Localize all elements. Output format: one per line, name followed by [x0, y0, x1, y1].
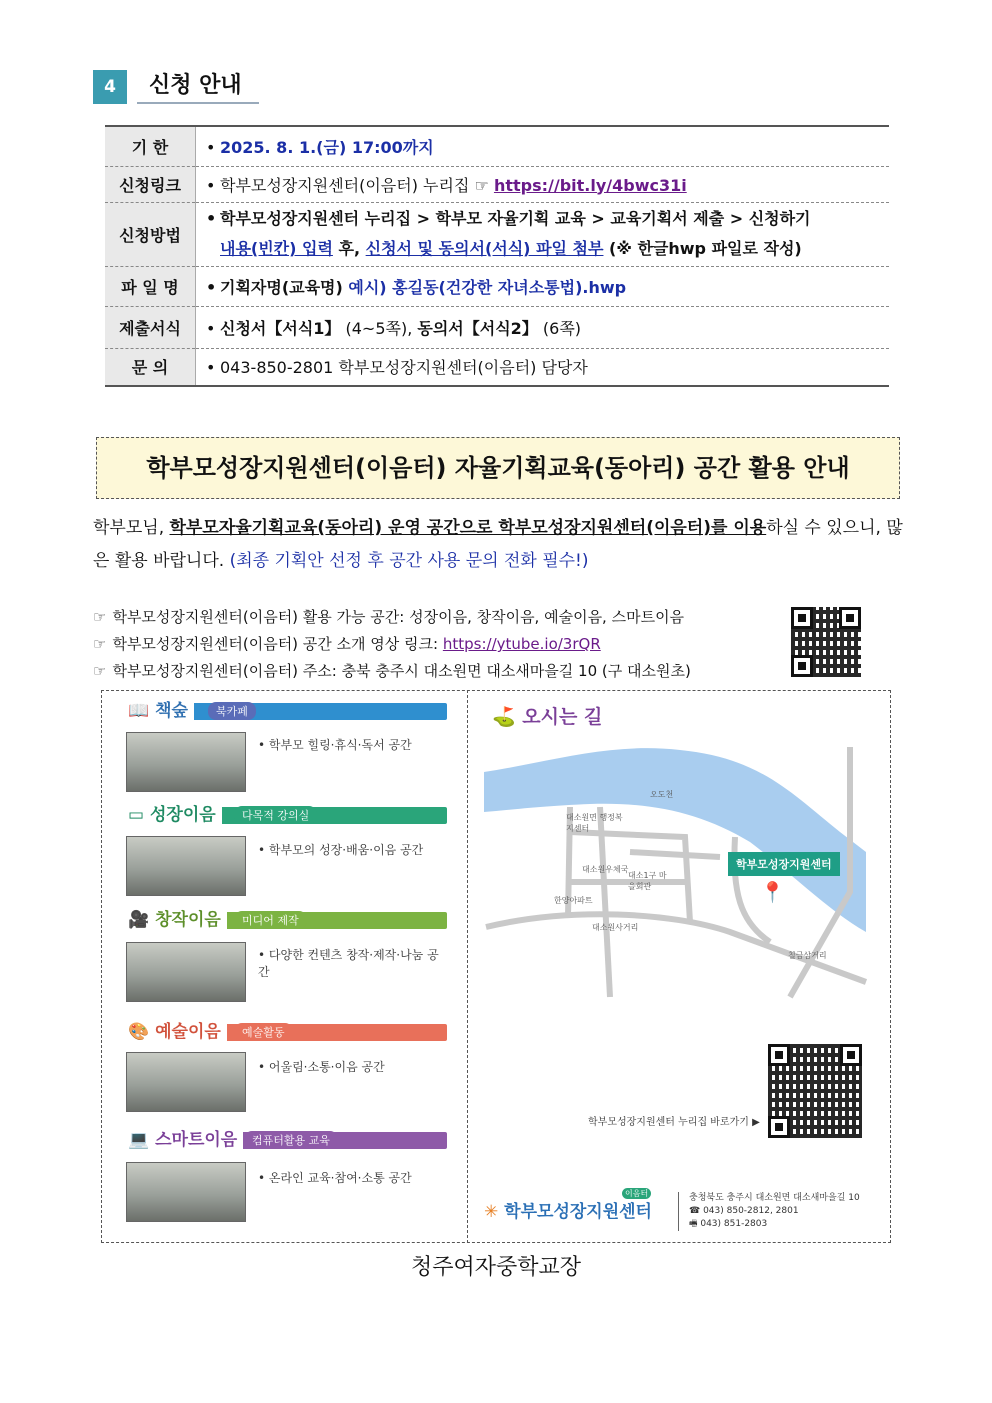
- list-item: ☞ 학부모성장지원센터(이음터) 공간 소개 영상 링크: https://ytube.io/3rQR: [93, 635, 601, 653]
- guide-paragraph: [93, 512, 903, 578]
- space-tag: 미디어 제작: [234, 911, 307, 929]
- pointing-hand-icon: ☞: [93, 635, 107, 653]
- deadline-text: 2025. 8. 1.(금) 17:00까지: [220, 137, 434, 157]
- logo-badge: 이음터: [622, 1188, 651, 1199]
- space-list: [120, 696, 450, 1236]
- address-text: 충청북도 충주시 대소원면 대소새마을길 10: [689, 1193, 860, 1203]
- map-label: 대소원사거리: [592, 923, 639, 932]
- center-logo: ✳ 학부모성장지원센터: [484, 1202, 652, 1222]
- camera-icon: 🎥: [128, 910, 150, 930]
- row-value: • 학부모성장지원센터 누리집 > 학부모 자율기획 교육 > 교육기획서 제출 > 신청하기 내용(빈칸) 입력 후, 신청서 및 동의서(서식) 파일 첨부 (※ 한글hwp 파일로 작성): [196, 202, 890, 266]
- row-label: 문 의: [105, 348, 196, 386]
- space-tag: 컴퓨터활용 교육: [244, 1131, 338, 1149]
- image-divider: [467, 690, 469, 1243]
- book-icon: 📖: [128, 701, 150, 721]
- pointing-hand-icon: ☞: [93, 608, 107, 626]
- method-line-1: 학부모성장지원센터 누리집 > 학부모 자율기획 교육 > 교육기획서 제출 > 신청하기: [220, 209, 811, 228]
- space-desc: • 온라인 교육·참여·소통 공간: [258, 1171, 412, 1185]
- table-row: [105, 306, 889, 348]
- space-desc: • 다양한 컨텐츠 창작·제작·나눔 공간: [258, 948, 439, 979]
- row-value: • 043-850-2801 학부모성장지원센터(이음터) 담당자: [196, 348, 890, 386]
- contact-block: [678, 1192, 860, 1231]
- row-value: • 학부모성장지원센터(이음터) 누리집 ☞ https://bit.ly/4bwc31i: [196, 166, 890, 202]
- space-desc: • 어울림·소통·이음 공간: [258, 1060, 385, 1074]
- row-value: • 기획자명(교육명) 예시) 홍길동(건강한 자녀소통법).hwp: [196, 266, 890, 306]
- location-pin-icon: 📍: [760, 880, 785, 904]
- map-label: 한양아파트: [554, 896, 593, 905]
- center-label: 학부모성장지원센터: [728, 852, 840, 876]
- space-guide-banner: 학부모성장지원센터(이음터) 자율기획교육(동아리) 공간 활용 안내: [96, 437, 900, 499]
- space-photo: [126, 836, 246, 896]
- whiteboard-icon: ▭: [128, 805, 145, 825]
- logo-mark-icon: ✳: [484, 1202, 499, 1222]
- filename-label: 기획자명(교육명): [220, 277, 349, 297]
- video-link[interactable]: https://ytube.io/3rQR: [442, 635, 601, 653]
- method-input: 내용(빈칸) 입력: [220, 239, 333, 258]
- laptop-icon: 💻: [128, 1130, 150, 1150]
- form-1: 신청서【서식1】: [220, 318, 341, 338]
- map-label: 칠금삼거리: [788, 951, 827, 960]
- space-photo: [126, 1162, 246, 1222]
- space-title: 📖 책숲: [128, 696, 194, 721]
- space-photo: [126, 732, 246, 792]
- row-label: 기 한: [105, 126, 196, 166]
- space-tag: 북카페: [208, 702, 256, 720]
- link-prefix: 학부모성장지원센터(이음터) 누리집 ☞: [220, 175, 494, 195]
- map-label: 대소원면 행정복지센터: [566, 813, 623, 833]
- qr-code: [791, 607, 861, 677]
- contact-text: 043-850-2801 학부모성장지원센터(이음터) 담당자: [220, 358, 588, 378]
- space-tag: 예술활동: [234, 1023, 293, 1041]
- paragraph-emphasis: 학부모자율기획교육(동아리) 운영 공간으로 학부모성장지원센터(이음터)를 이용: [169, 518, 767, 538]
- space-desc: • 학부모 힐링·휴식·독서 공간: [258, 738, 412, 752]
- signpost-icon: ⛳: [492, 706, 516, 728]
- space-title: 💻 스마트이음: [128, 1125, 243, 1150]
- form-2-pages: (6쪽): [537, 318, 582, 338]
- qr-caption: 학부모성장지원센터 누리집 바로가기 ▶: [588, 1117, 760, 1128]
- paragraph-note: (최종 기획안 선정 후 공간 사용 문의 전화 필수!): [229, 551, 589, 571]
- space-desc: • 학부모의 성장·배움·이음 공간: [258, 843, 424, 857]
- row-value: • 신청서【서식1】 (4~5쪽), 동의서【서식2】 (6쪽): [196, 306, 890, 348]
- space-photo: [126, 942, 246, 1002]
- method-text: 후,: [332, 239, 366, 258]
- method-attach: 신청서 및 동의서(서식) 파일 첨부: [365, 239, 604, 258]
- signature-line: 청주여자중학교장: [410, 1255, 582, 1280]
- list-item: ☞ 학부모성장지원센터(이음터) 주소: 충북 충주시 대소원면 대소새마을길 10 (구 대소원초): [93, 662, 691, 680]
- form-2: 동의서【서식2】: [417, 318, 538, 338]
- table-row: [105, 202, 889, 266]
- space-title: 🎥 창작이음: [128, 905, 227, 930]
- form-1-pages: (4~5쪽),: [340, 318, 418, 338]
- space-title: ▭ 성장이음: [128, 800, 222, 825]
- table-row: [105, 348, 889, 386]
- section-number: 4: [93, 70, 127, 104]
- method-note: (※ 한글hwp 파일로 작성): [603, 239, 802, 258]
- list-item: ☞ 학부모성장지원센터(이음터) 활용 가능 공간: 성장이음, 창작이음, 예술이음, 스마트이음: [93, 608, 685, 626]
- space-tag: 다목적 강의실: [234, 806, 317, 824]
- space-photo: [126, 1052, 246, 1112]
- map-label: 대소1구 마을회관: [628, 871, 667, 891]
- row-label: 신청방법: [105, 202, 196, 266]
- row-label: 파 일 명: [105, 266, 196, 306]
- paragraph-greeting: 학부모님,: [93, 518, 170, 538]
- application-link[interactable]: https://bit.ly/4bwc31i: [493, 175, 687, 195]
- table-row: [105, 166, 889, 202]
- map-label: 대소원우체국: [582, 865, 629, 874]
- application-info-table: [105, 125, 889, 387]
- filename-example: 예시) 홍길동(건강한 자녀소통법).hwp: [348, 277, 627, 297]
- tel-text: ☎ 043) 850-2812, 2801: [689, 1206, 799, 1216]
- map-heading: ⛳ 오시는 길: [492, 706, 603, 728]
- pointing-hand-icon: ☞: [93, 662, 107, 680]
- row-value: • 2025. 8. 1.(금) 17:00까지: [196, 126, 890, 166]
- table-row: [105, 126, 889, 166]
- river-shape: [484, 748, 866, 932]
- map-label: 오도천: [650, 790, 674, 799]
- table-row: [105, 266, 889, 306]
- directions-map: [470, 692, 888, 1240]
- homepage-qr-code[interactable]: [768, 1044, 862, 1138]
- space-title: 🎨 예술이음: [128, 1017, 227, 1042]
- section-title: 신청 안내: [137, 68, 259, 104]
- paragraph-text: 하실 수 있으니, 많은 활용 바랍니다.: [93, 518, 903, 571]
- row-label: 신청링크: [105, 166, 196, 202]
- info-list: [93, 604, 783, 685]
- row-label: 제출서식: [105, 306, 196, 348]
- fax-text: 🖷 043) 851-2803: [689, 1219, 768, 1229]
- palette-icon: 🎨: [128, 1022, 150, 1042]
